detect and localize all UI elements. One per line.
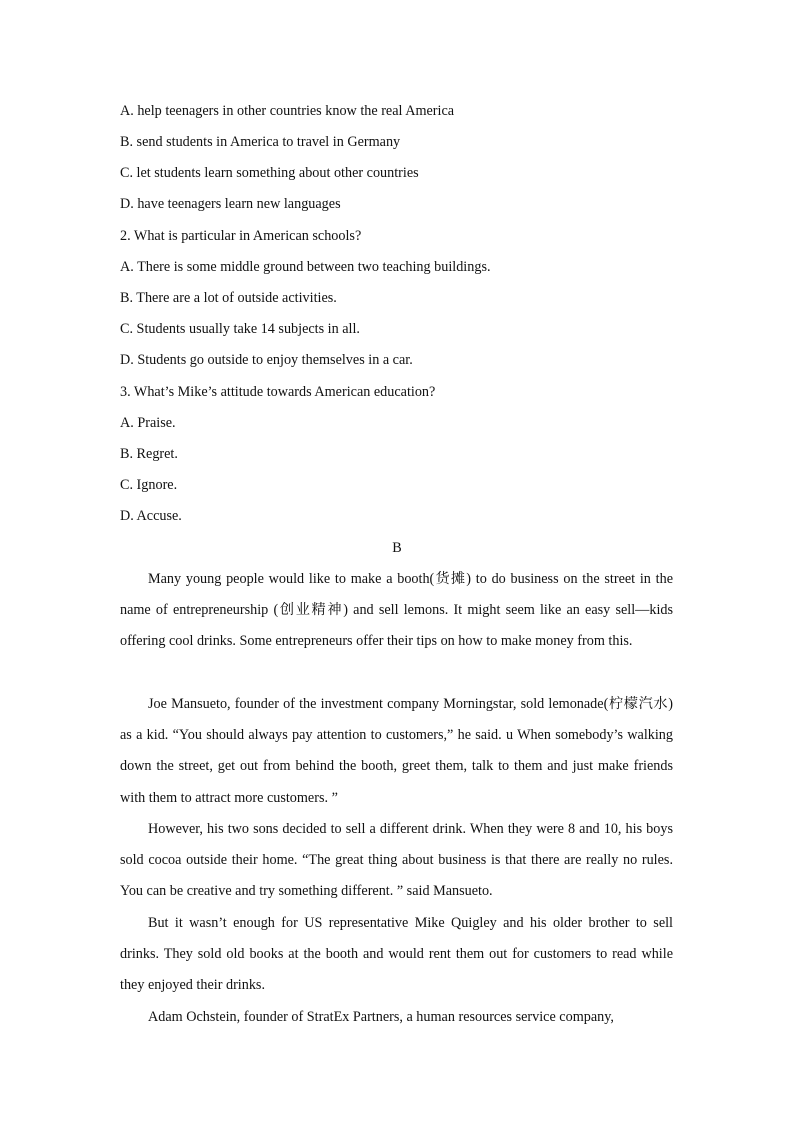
passage-paragraph-4: But it wasn’t enough for US representative Mike Quigley and his older brother to sell drinks. They sold old books at the booth and would rent them out for customers to read while they enjoyed their drinks. — [120, 915, 673, 994]
q2-question: 2. What is particular in American schools? — [120, 228, 362, 244]
section-b-title: B — [392, 540, 402, 556]
q3-question: 3. What’s Mike’s attitude towards American education? — [120, 384, 436, 400]
q1-option-c: C. let students learn something about other countries — [120, 165, 419, 181]
q2-option-a: A. There is some middle ground between two teaching buildings. — [120, 259, 491, 275]
q3-option-c: C. Ignore. — [120, 477, 178, 493]
passage-paragraph-3: However, his two sons decided to sell a different drink. When they were 8 and 10, his boys sold cocoa outside their home. “The great thing about business is that there are really no rules. You can be creative and try something different. ” said Mansueto. — [120, 821, 673, 900]
q1-option-a: A. help teenagers in other countries know the real America — [120, 103, 455, 119]
passage-paragraph-5: Adam Ochstein, founder of StratEx Partners, a human resources service company, — [148, 1009, 614, 1025]
q1-option-d: D. have teenagers learn new languages — [120, 196, 341, 212]
q1-option-b: B. send students in America to travel in Germany — [120, 134, 401, 150]
q3-option-d: D. Accuse. — [120, 508, 182, 524]
passage-paragraph-1: Many young people would like to make a booth(货摊) to do business on the street in the name of entrepreneurship (创业精神) and sell lemons. It might seem like an easy sell—kids offering cool drinks. Some entrepreneurs offer their tips on how to make money from this. — [120, 571, 673, 650]
q3-option-b: B. Regret. — [120, 446, 178, 462]
q2-option-b: B. There are a lot of outside activities. — [120, 290, 337, 306]
passage-paragraph-2: Joe Mansueto, founder of the investment company Morningstar, sold lemonade(柠檬汽水) as a kid. “You should always pay attention to customers,” he said. u When somebody’s walking down the street, get out from behind the booth, greet them, talk to them and just make friends with them to attract more customers. ” — [120, 696, 673, 806]
q3-option-a: A. Praise. — [120, 415, 176, 431]
q2-option-d: D. Students go outside to enjoy themselves in a car. — [120, 352, 413, 368]
q2-option-c: C. Students usually take 14 subjects in all. — [120, 321, 360, 337]
